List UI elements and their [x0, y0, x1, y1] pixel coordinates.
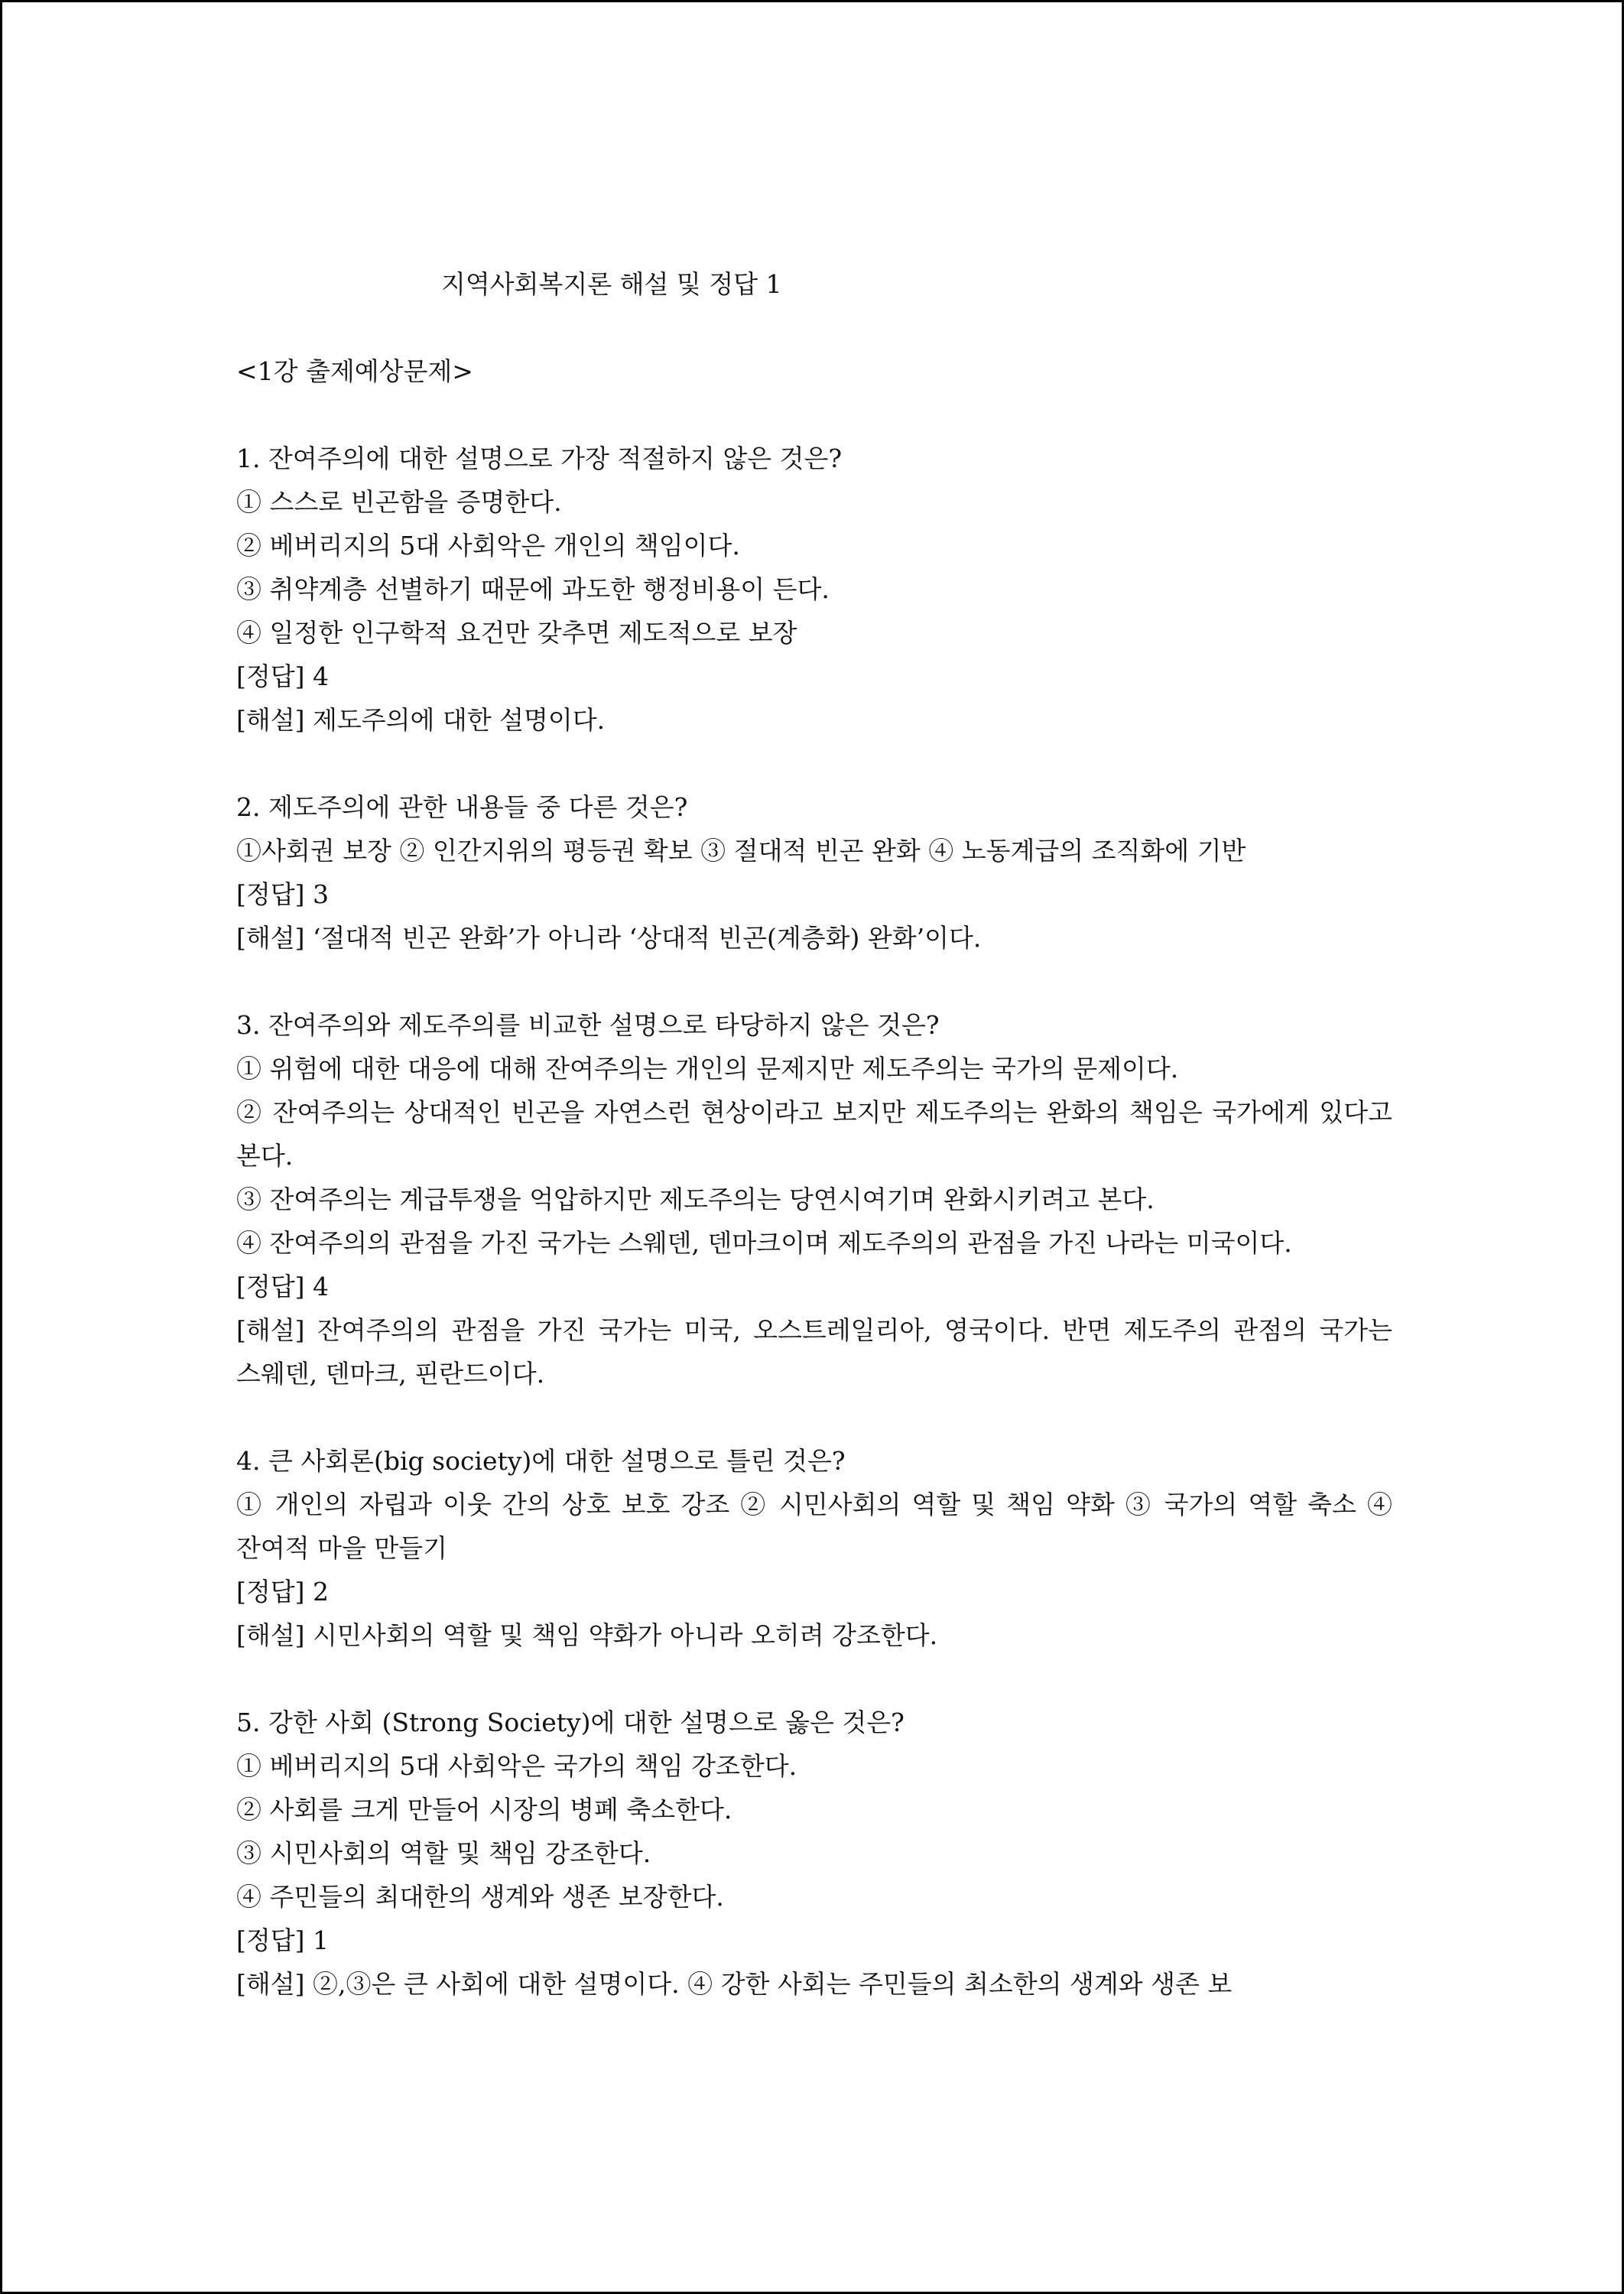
question-text: 1. 잔여주의에 대한 설명으로 가장 적절하지 않은 것은? [236, 444, 843, 473]
explanation-line: [해설] 시민사회의 역할 및 책임 약화가 아니라 오히려 강조한다. [236, 1620, 938, 1650]
question-text: 3. 잔여주의와 제도주의를 비교한 설명으로 타당하지 않은 것은? [236, 1010, 940, 1040]
option-item: ③ 취약계층 선별하기 때문에 과도한 행정비용이 든다. [236, 574, 830, 604]
question-text: 5. 강한 사회 (Strong Society)에 대한 설명으로 옳은 것은? [236, 1708, 905, 1737]
option-item: ③ 잔여주의는 계급투쟁을 억압하지만 제도주의는 당연시여기며 완화시키려고 본다. [236, 1184, 1155, 1214]
option-item: ① 스스로 빈곤함을 증명한다. [236, 487, 562, 517]
question-text: 4. 큰 사회론(big society)에 대한 설명으로 틀린 것은? [236, 1446, 846, 1476]
document-title: 지역사회복지론 해설 및 정답 1 [441, 269, 782, 299]
option-item: ①사회권 보장 ② 인간지위의 평등권 확보 ③ 절대적 빈곤 완화 ④ 노동계급의 조직화에 기반 [236, 836, 1246, 866]
answer-line: [정답] 2 [236, 1577, 329, 1607]
question-block-2 [236, 785, 1392, 960]
answer-line: [정답] 3 [236, 879, 329, 909]
option-item: ② 베버리지의 5대 사회악은 개인의 책임이다. [236, 531, 740, 561]
option-item: ② 사회를 크게 만들어 시장의 병폐 축소한다. [236, 1795, 732, 1824]
explanation-line: [해설] 잔여주의의 관점을 가진 국가는 미국, 오스트레일리아, 영국이다. 반면 제도주의 관점의 국가는 스웨덴, 덴마크, 핀란드이다. [236, 1315, 1392, 1389]
answer-line: [정답] 4 [236, 1272, 329, 1301]
section-heading: <1강 출제예상문제> [236, 356, 473, 386]
answer-line: [정답] 4 [236, 661, 329, 691]
question-block-1 [236, 437, 1392, 742]
option-item: ① 개인의 자립과 이웃 간의 상호 보호 강조 ② 시민사회의 역할 및 책임 약화 ③ 국가의 역할 축소 ④ 잔여적 마을 만들기 [236, 1490, 1392, 1563]
option-item: ① 위험에 대한 대응에 대해 잔여주의는 개인의 문제지만 제도주의는 국가의 문제이다. [236, 1054, 1179, 1084]
explanation-line: [해설] 제도주의에 대한 설명이다. [236, 705, 606, 735]
answer-line: [정답] 1 [236, 1925, 329, 1955]
option-item: ④ 일정한 인구학적 요건만 갖추면 제도적으로 보장 [236, 618, 797, 648]
document-body [236, 262, 1392, 2049]
option-item: ① 베버리지의 5대 사회악은 국가의 책임 강조한다. [236, 1751, 797, 1781]
option-item: ④ 잔여주의의 관점을 가진 국가는 스웨덴, 덴마크이며 제도주의의 관점을 가진 나라는 미국이다. [236, 1228, 1292, 1258]
question-text: 2. 제도주의에 관한 내용들 중 다른 것은? [236, 792, 688, 822]
question-block-4 [236, 1439, 1392, 1657]
explanation-line: [해설] ‘절대적 빈곤 완화’가 아니라 ‘상대적 빈곤(계층화) 완화’이다. [236, 923, 982, 953]
option-item: ② 잔여주의는 상대적인 빈곤을 자연스런 현상이라고 보지만 제도주의는 완화의 책임은 국가에게 있다고 본다. [236, 1097, 1392, 1171]
explanation-line: [해설] ②,③은 큰 사회에 대한 설명이다. ④ 강한 사회는 주민들의 최소한의 생계와 생존 보 [236, 1969, 1233, 1999]
question-block-3 [236, 1003, 1392, 1396]
option-item: ④ 주민들의 최대한의 생계와 생존 보장한다. [236, 1882, 724, 1912]
option-item: ③ 시민사회의 역할 및 책임 강조한다. [236, 1838, 651, 1868]
question-block-5 [236, 1701, 1392, 2006]
